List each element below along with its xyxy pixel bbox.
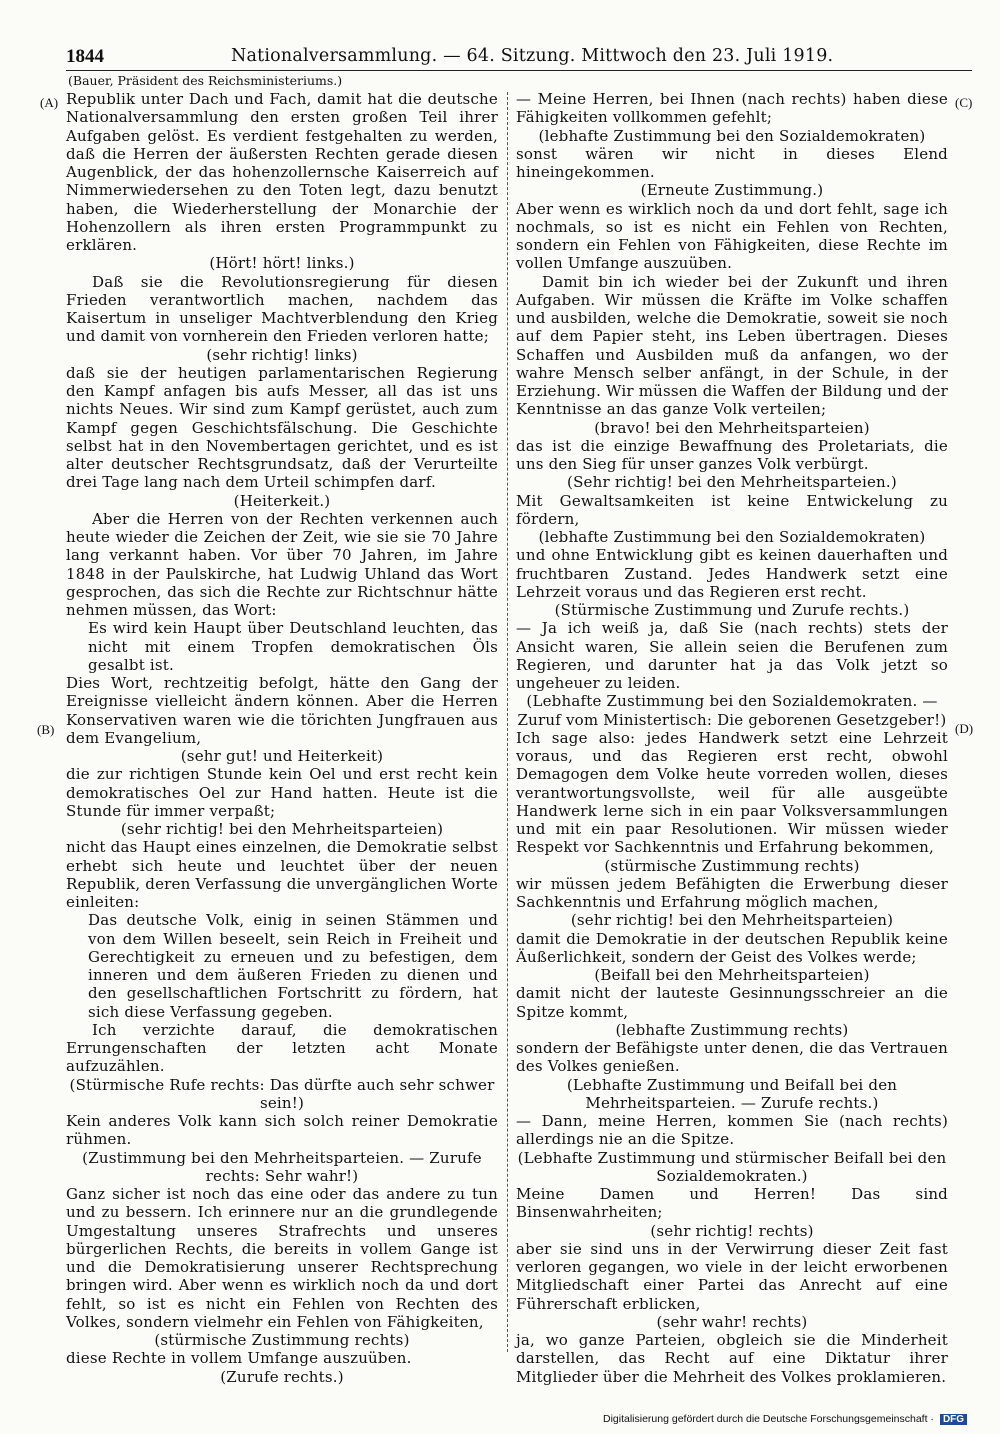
interjection: (sehr richtig! rechts)	[650, 1221, 814, 1240]
paragraph: wir müssen jedem Befähigten die Erwerbung dieser Sachkenntnis und Erfahrung möglich machen,	[516, 874, 948, 911]
paragraph: Damit bin ich wieder bei der Zukunft und ihren Aufgaben. Wir müssen die Kräfte im Volke schaffen und ausbilden, welche die Demokratie, soweit sie noch auf dem Papier steht, ins Leben übertragen. Dieses Schaffen und Ausbilden muß da anfangen, wo der wahre Mensch selber anfängt, in der Schule, in der Erziehung. Wir müssen die Waffen der Bildung und der Kenntnisse an das ganze Volk verteilen;	[516, 272, 948, 419]
interjection: (Stürmische Rufe rechts: Das dürfte auch sehr schwer sein!)	[69, 1075, 495, 1112]
paragraph: Ganz sicher ist noch das eine oder das andere zu tun und zu bessern. Ich erinnere nur an die grundlegende Umgestaltung unseres Strafrechts und unseres bürgerlichen Rechts, die bereits in vollem Gange ist und die Demokratisierung unserer Rechtsprechung bringen wird. Aber wenn es wirklich noch da und dort fehlt, so ist es nicht ein Fehlen von Rechten des Volkes, sondern vielmehr ein Fehlen von Fähigkeiten,	[66, 1185, 498, 1331]
left-column	[66, 90, 498, 1386]
paragraph: Republik unter Dach und Fach, damit hat die deutsche Nationalversammlung den ersten großen Teil ihrer Aufgaben gelöst. Es verdient festgehalten zu werden, daß die Herren der äußersten Rechten gerade diesen Augenblick, der das hohenzollernsche Kaiserreich auf Nimmerwiedersehen zu den Toten legt, dazu benutzt haben, die Wiederherstellung der Monarchie der Hohenzollern als ihren ersten Programmpunkt zu erklären.	[66, 90, 498, 254]
interjection: (stürmische Zustimmung rechts)	[154, 1331, 410, 1349]
interjection: (lebhafte Zustimmung bei den Sozialdemokraten)	[538, 126, 926, 145]
digitization-credit: Digitalisierung gefördert durch die Deutsche Forschungsgemeinschaft · DFG	[603, 1413, 967, 1425]
interjection: (sehr richtig! bei den Mehrheitsparteien)	[570, 911, 894, 930]
interjection: (lebhafte Zustimmung rechts)	[615, 1020, 849, 1039]
interjection: (bravo! bei den Mehrheitsparteien)	[594, 418, 870, 437]
paragraph: sonst wären wir nicht in dieses Elend hineingekommen.	[516, 144, 948, 181]
right-column	[516, 90, 948, 1386]
paragraph: aber sie sind uns in der Verwirrung dieser Zeit fast verloren gegangen, wo viele in der leicht erworbenen Mitgliedschaft einer Partei das Anrecht auf eine Führerschaft erblicken,	[516, 1239, 948, 1313]
interjection: (Sehr richtig! bei den Mehrheitsparteien.)	[567, 473, 897, 492]
quotation: Es wird kein Haupt über Deutschland leuchten, das nicht mit einem Tropfen demokratischen Öls gesalbt ist.	[88, 619, 498, 674]
paragraph: — Meine Herren, bei Ihnen (nach rechts) haben diese Fähigkeiten vollkommen gefehlt;	[516, 90, 948, 127]
running-title: Nationalversammlung. — 64. Sitzung. Mittwoch den 23. Juli 1919.	[231, 46, 834, 66]
margin-mark-b: (B)	[37, 722, 55, 737]
paragraph: Daß sie die Revolutionsregierung für diesen Frieden verantwortlich machen, nachdem das Kaisertum in unseliger Machtverblendung den Krieg und damit von vornherein den Frieden verloren hatte;	[66, 272, 498, 346]
paragraph: — Dann, meine Herren, kommen Sie (nach rechts) allerdings nie an die Spitze.	[516, 1112, 948, 1149]
interjection: (Lebhafte Zustimmung bei den Sozialdemokraten. — Zuruf vom Ministertisch: Die geborenen Gesetzgeber!)	[517, 692, 947, 729]
interjection: (Hört! hört! links.)	[209, 254, 355, 273]
paragraph: daß sie der heutigen parlamentarischen Regierung den Kampf anfagen bis aufs Messer, all das ist uns nichts Neues. Wir sind zum Kampf gerüstet, auch zum Kampf gegen Geschichtsfälschung. Die Geschichte selbst hat in den Novembertagen gerichtet, und es ist alter deutscher Rechtsgrundsatz, daß der Verurteilte drei Tage lang nach dem Urteil schimpfen darf.	[66, 363, 498, 492]
paragraph: nicht das Haupt eines einzelnen, die Demokratie selbst erhebt sich heute und leuchtet über der neuen Republik, deren Verfassung die unvergänglichen Worte einleiten:	[66, 838, 498, 911]
paragraph: Mit Gewaltsamkeiten ist keine Entwickelung zu fördern,	[516, 491, 948, 528]
margin-mark-a: (A)	[40, 95, 59, 110]
interjection: (Stürmische Zustimmung und Zurufe rechts.)	[554, 601, 910, 619]
interjection: (Heiterkeit.)	[233, 491, 331, 510]
paragraph: Ich sage also: jedes Handwerk setzt eine Lehrzeit voraus, und das Regieren erst recht, obwohl Demagogen dem Volke heute vorreden wollen, dieses verantwortungsvollste, weil für alle ausgeübte Handwerk lerne sich in ein paar Volksversammlungen und mit ein paar Resolutionen. Wir müssen wieder Respekt vor Sachkenntnis und Erfahrung bekommen,	[516, 728, 948, 857]
paragraph: sondern der Befähigste unter denen, die das Vertrauen des Volkes genießen.	[516, 1039, 948, 1076]
margin-mark-d: (D)	[955, 721, 974, 736]
column-divider	[507, 92, 508, 1352]
paragraph: Ich verzichte darauf, die demokratischen Errungenschaften der letzten acht Monate aufzuzählen.	[66, 1020, 498, 1076]
paragraph: damit die Demokratie in der deutschen Republik keine Äußerlichkeit, sondern der Geist des Volkes werde;	[516, 929, 948, 966]
dfg-logo: DFG	[940, 1414, 967, 1425]
interjection: (sehr richtig! links)	[206, 345, 358, 364]
margin-mark-c: (C)	[955, 95, 973, 110]
interjection: (sehr richtig! bei den Mehrheitsparteien)	[120, 820, 444, 838]
page-number: 1844	[66, 46, 104, 67]
interjection: (Lebhafte Zustimmung und stürmischer Beifall bei den Sozialdemokraten.)	[517, 1148, 947, 1185]
paragraph: Aber wenn es wirklich noch da und dort fehlt, sage ich nochmals, so ist es nicht ein Fehlen von Rechten, sondern ein Fehlen von Fähigkeiten, diese Rechte im vollen Umfange auszuüben.	[516, 199, 948, 273]
interjection: (Beifall bei den Mehrheitsparteien)	[594, 966, 870, 984]
interjection: (Lebhafte Zustimmung und Beifall bei den Mehrheitsparteien. — Zurufe rechts.)	[566, 1075, 898, 1112]
paragraph: ja, wo ganze Parteien, obgleich sie die Minderheit darstellen, das Recht auf eine Diktatur ihrer Mitglieder über die Mehrheit des Volkes proklamieren.	[516, 1331, 948, 1386]
paragraph: Meine Damen und Herren! Das sind Binsenwahrheiten;	[516, 1185, 948, 1222]
paragraph: Aber die Herren von der Rechten verkennen auch heute wieder die Zeichen der Zeit, wie sie sie 70 Jahre lang verkannt haben. Vor über 70 Jahren, im Jahre 1848 in der Paulskirche, hat Ludwig Uhland das Wort gesprochen, das sich die Rechte zur Richtschnur hätte nehmen müssen, das Wort:	[66, 509, 498, 619]
interjection: (stürmische Zustimmung rechts)	[604, 856, 860, 875]
paragraph: damit nicht der lauteste Gesinnungsschreier an die Spitze kommt,	[516, 984, 948, 1021]
page-header	[66, 46, 972, 71]
paragraph: die zur richtigen Stunde kein Oel und erst recht kein demokratisches Oel zur Hand hatten. Heute ist die Stunde für immer verpaßt;	[66, 765, 498, 820]
interjection: (Zurufe rechts.)	[220, 1367, 344, 1386]
interjection: (Zustimmung bei den Mehrheitsparteien. — Zurufe rechts: Sehr wahr!)	[82, 1148, 482, 1185]
paragraph: Dies Wort, rechtzeitig befolgt, hätte den Gang der Ereignisse vielleicht ändern können. Aber die Herren Konservativen waren wie die törichten Jungfrauen aus dem Evangelium,	[66, 674, 498, 747]
paragraph: — Ja ich weiß ja, daß Sie (nach rechts) stets der Ansicht waren, Sie allein seien die Berufenen zum Regieren, und darunter hat ja das Volk jetzt so ungeheuer zu leiden.	[516, 619, 948, 692]
paragraph: Kein anderes Volk kann sich solch reiner Demokratie rühmen.	[66, 1112, 498, 1149]
paragraph: und ohne Entwicklung gibt es keinen dauerhaften und fruchtbaren Zustand. Jedes Handwerk setzt eine Lehrzeit voraus und das Regieren erst recht.	[516, 546, 948, 601]
interjection: (sehr gut! und Heiterkeit)	[180, 747, 384, 765]
credit-text: Digitalisierung gefördert durch die Deutsche Forschungsgemeinschaft	[603, 1413, 928, 1425]
paragraph: diese Rechte in vollem Umfange auszuüben.	[66, 1349, 412, 1368]
paragraph: das ist die einzige Bewaffnung des Proletariats, die uns den Sieg für unser ganzes Volk verbürgt.	[516, 436, 948, 473]
quotation: Das deutsche Volk, einig in seinen Stämmen und von dem Willen beseelt, sein Reich in Freiheit und Gerechtigkeit zu erneuen und zu befestigen, dem inneren und dem äußeren Frieden zu dienen und den gesellschaftlichen Fortschritt zu fördern, hat sich diese Verfassung gegeben.	[88, 911, 498, 1021]
interjection: (Erneute Zustimmung.)	[640, 181, 824, 200]
speaker-line: (Bauer, Präsident des Reichsministeriums.)	[68, 73, 343, 88]
interjection: (lebhafte Zustimmung bei den Sozialdemokraten)	[538, 528, 926, 546]
interjection: (sehr wahr! rechts)	[656, 1312, 808, 1331]
